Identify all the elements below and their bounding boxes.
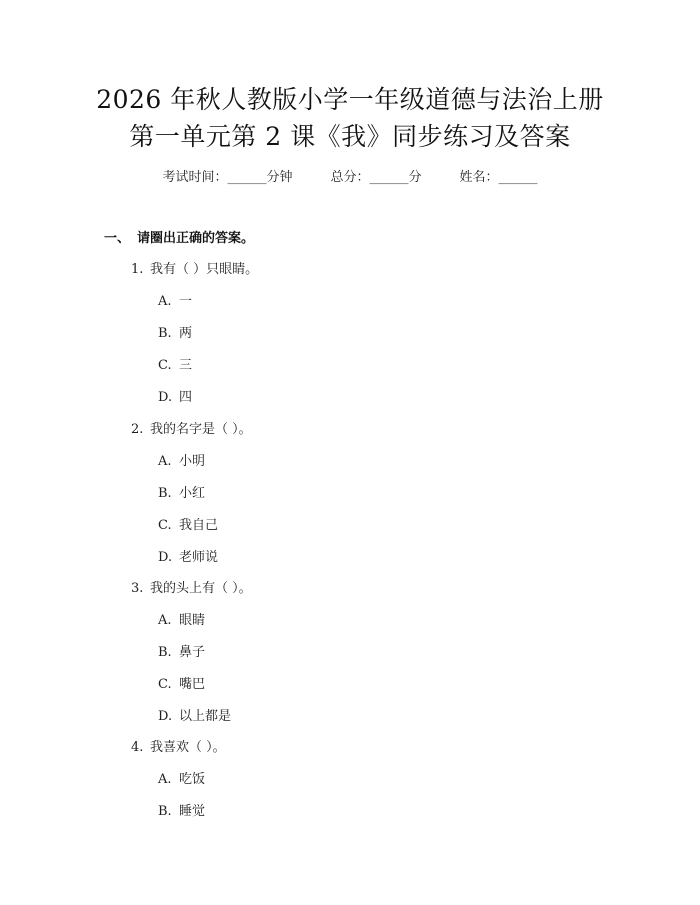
option-text: 小明: [179, 454, 206, 469]
q1-option-a: [158, 292, 192, 312]
student-name-field: 姓名：______: [459, 170, 538, 185]
q3-option-d: [158, 707, 231, 727]
q1-option-d: [158, 388, 192, 408]
total-score-field: 总分：______分: [330, 170, 422, 185]
option-letter: D.: [158, 390, 173, 405]
option-letter: B.: [158, 645, 172, 660]
question-number: 2.: [131, 422, 144, 437]
option-letter: D.: [158, 709, 173, 724]
option-text: 老师说: [179, 550, 219, 565]
option-text: 一: [179, 294, 193, 309]
question-text: 我的名字是（ ）。: [150, 422, 252, 437]
question-2: [131, 420, 252, 440]
question-text: 我有（ ）只眼睛。: [150, 262, 259, 277]
option-text: 小红: [179, 486, 206, 501]
option-text: 以上都是: [179, 709, 232, 724]
option-letter: C.: [158, 358, 172, 373]
option-text: 四: [179, 390, 193, 405]
option-letter: A.: [158, 772, 172, 787]
question-number: 4.: [131, 740, 144, 755]
option-letter: B.: [158, 486, 172, 501]
exam-info-row: [0, 168, 700, 188]
document-title-line-2: 第一单元第 2 课《我》同步练习及答案: [129, 122, 571, 151]
section-number: 一、: [104, 231, 131, 246]
option-text: 眼睛: [179, 613, 206, 628]
q4-option-b: [158, 802, 205, 822]
question-number: 1.: [131, 262, 144, 277]
option-text: 两: [179, 326, 193, 341]
option-letter: C.: [158, 677, 172, 692]
question-1: [131, 260, 258, 280]
option-text: 我自己: [179, 518, 219, 533]
question-4: [131, 738, 226, 758]
q4-option-a: [158, 770, 205, 790]
question-text: 我的头上有（ ）。: [150, 581, 252, 596]
question-text: 我喜欢（ ）。: [150, 740, 226, 755]
option-letter: A.: [158, 613, 172, 628]
q1-option-c: [158, 356, 192, 376]
option-text: 睡觉: [179, 804, 206, 819]
q2-option-d: [158, 548, 218, 568]
exam-time-field: 考试时间：______分钟: [162, 170, 293, 185]
q2-option-c: [158, 516, 218, 536]
option-letter: B.: [158, 804, 172, 819]
option-text: 鼻子: [179, 645, 206, 660]
option-text: 三: [179, 358, 193, 373]
option-letter: A.: [158, 454, 172, 469]
q1-option-b: [158, 324, 192, 344]
q3-option-c: [158, 675, 205, 695]
q3-option-a: [158, 611, 205, 631]
option-letter: B.: [158, 326, 172, 341]
option-letter: D.: [158, 550, 173, 565]
section-heading: [104, 229, 254, 249]
section-title: 请圈出正确的答案。: [137, 231, 255, 246]
q2-option-a: [158, 452, 205, 472]
q2-option-b: [158, 484, 205, 504]
document-title-line-1: 2026 年秋人教版小学一年级道德与法治上册: [96, 85, 604, 114]
option-text: 吃饭: [179, 772, 206, 787]
option-text: 嘴巴: [179, 677, 206, 692]
question-3: [131, 579, 252, 599]
question-number: 3.: [131, 581, 144, 596]
option-letter: C.: [158, 518, 172, 533]
q3-option-b: [158, 643, 205, 663]
option-letter: A.: [158, 294, 172, 309]
